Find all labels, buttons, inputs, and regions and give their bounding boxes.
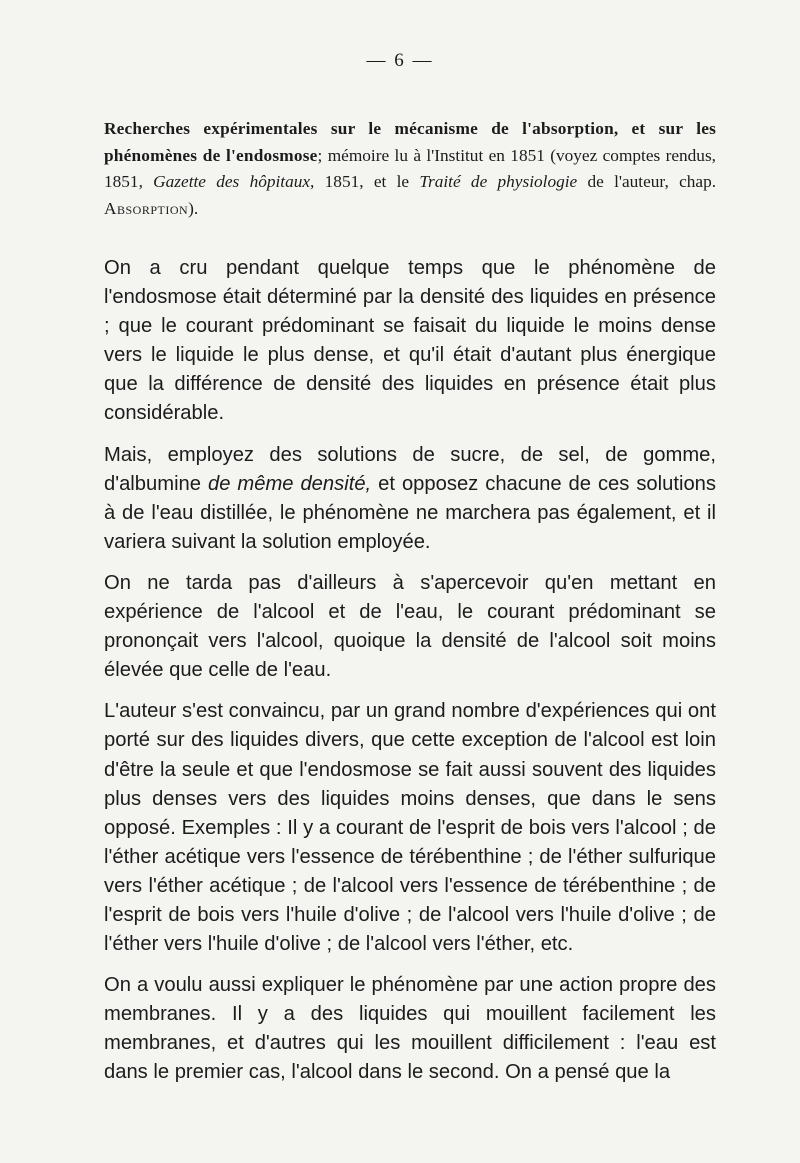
entry-treatise: Traité de physiologie <box>419 172 578 191</box>
entry-after-treatise: de l'auteur, chap. <box>577 172 717 191</box>
entry-title-part1: Recherches expérimentales sur le mécanisme de l'absorption, <box>104 119 619 138</box>
entry-after-title: ; mémoire lu à l'Institut en 1851 (voyez comptes rendus, 1851, <box>104 145 716 191</box>
entry-chapter: Absorption <box>104 198 189 218</box>
entry-journal: Gazette des hôpitaux, <box>153 172 315 191</box>
paragraph-2-emphasis: de même densité, <box>207 472 372 495</box>
entry-closing: ). <box>188 198 199 218</box>
paragraph-2-start: Mais, employez des solutions de sucre, de sel, de gomme, d'albumine <box>104 443 716 495</box>
entry-after-journal: 1851, et le <box>314 172 420 191</box>
paragraph-2 <box>104 441 716 557</box>
paragraph-3: On ne tarda pas d'ailleurs à s'apercevoir qu'en mettant en expérience de l'alcool et de l'eau, le courant prédominant se prononçait vers l'alcool, quoique la densité de l'alcool soit moins élevée que celle de l'eau. <box>104 571 716 682</box>
paragraph-1: On a cru pendant quelque temps que le phénomène de l'endosmose était déterminé par la densité des liquides en présence ; que le courant prédominant se faisait du liquide le moins dense vers le liquide le plus dense, et qu'il était d'autant plus énergique que la différence de densité des liquides en présence était plus considérable. <box>104 257 716 425</box>
paragraph-5: On a voulu aussi expliquer le phénomène par une action propre des membranes. Il y a des liquides qui mouillent facilement les membranes, et d'autres qui les mouillent difficilement : l'eau est dans le premier cas, l'alcool dans le second. On a pensé que la <box>104 974 716 1084</box>
page-number: — 6 — <box>366 50 434 71</box>
paragraph-4: L'auteur s'est convaincu, par un grand nombre d'expériences qui ont porté sur des liquides divers, que cette exception de l'alcool est loin d'être la seule et que l'endosmose se fait aussi souvent des liquides plus denses vers des liquides moins denses, que dans le sens opposé. Exemples : Il y a courant de l'esprit de bois vers l'alcool ; de l'éther acétique vers l'essence de térébenthine ; de l'éther sulfurique vers l'éther acétique ; de l'alcool vers l'essence de térébenthine ; de l'esprit de bois vers l'huile d'olive ; de l'alcool vers l'huile d'olive ; de l'éther vers l'huile d'olive ; de l'alcool vers l'éther, etc. <box>104 700 716 956</box>
entry-title-part2: et sur les phénomènes de l'endosmose <box>104 119 716 165</box>
paragraph-2-end: et opposez chacune de ces solutions à de l'eau distillée, le phénomène ne marchera pas également, et il variera suivant la solution employée. <box>104 472 716 553</box>
body-text <box>104 254 716 1100</box>
bibliography-entry <box>104 116 716 222</box>
